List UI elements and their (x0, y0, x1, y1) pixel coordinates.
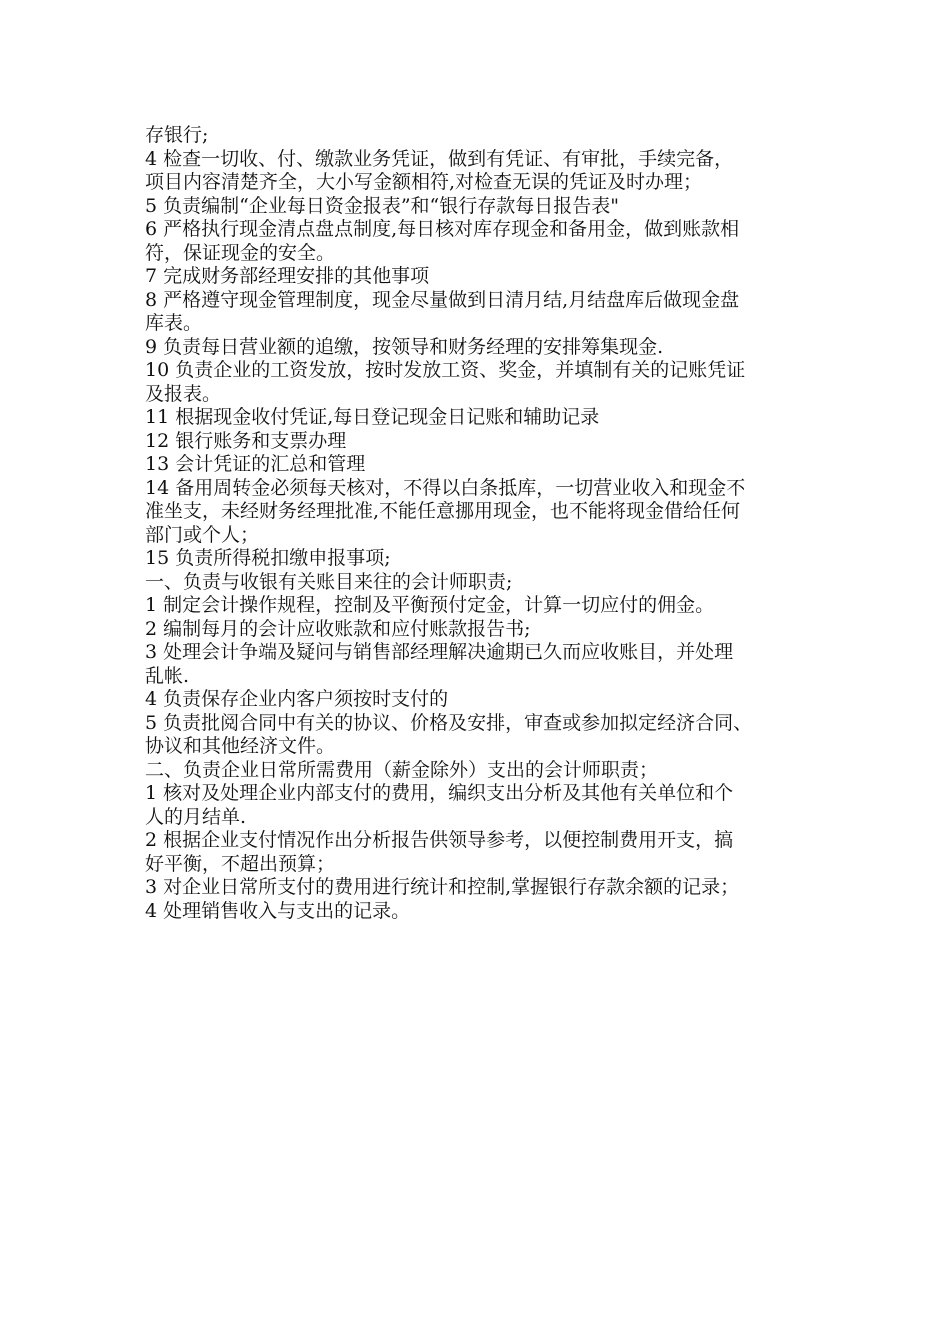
text-line: 好平衡，不超出预算； (145, 852, 336, 875)
text-line: 2 编制每月的会计应收账款和应付账款报告书; (145, 617, 531, 640)
text-line: 协议和其他经济文件。 (145, 735, 336, 757)
text-line: 14 备用周转金必须每天核对，不得以白条抵库，一切营业收入和现金不 (145, 476, 746, 499)
text-line: 库表。 (145, 312, 203, 334)
text-line: 3 处理会计争端及疑问与销售部经理解决逾期已久而应收账目，并处理 (145, 641, 734, 663)
text-line: 1 核对及处理企业内部支付的费用，编织支出分析及其他有关单位和个 (145, 782, 734, 804)
text-line: 项目内容清楚齐全，大小写金额相符,对检查无误的凭证及时办理； (145, 171, 703, 193)
text-line: 符，保证现金的安全。 (145, 241, 336, 264)
text-line: 4 处理销售收入与支出的记录。 (145, 899, 411, 922)
text-line: 9 负责每日营业额的追缴，按领导和财务经理的安排筹集现金. (145, 335, 664, 358)
text-line: 10 负责企业的工资发放，按时发放工资、奖金，并填制有关的记账凭证 (145, 359, 746, 381)
text-line: 一、负责与收银有关账目来往的会计师职责; (145, 570, 513, 593)
text-line: 存银行; (145, 124, 209, 146)
text-line: 人的月结单. (145, 805, 247, 828)
text-line: 1 制定会计操作规程，控制及平衡预付定金，计算一切应付的佣金。 (145, 594, 715, 616)
text-line: 二、负责企业日常所需费用（薪金除外）支出的会计师职责； (145, 758, 659, 781)
text-line: 及报表。 (145, 382, 222, 405)
text-line: 6 严格执行现金清点盘点制度,每日核对库存现金和备用金，做到账款相 (145, 218, 740, 240)
text-line: 5 负责批阅合同中有关的协议、价格及安排，审查或参加拟定经济合同、 (145, 711, 753, 734)
text-line: 4 检查一切收、付、缴款业务凭证，做到有凭证、有审批，手续完备， (145, 147, 734, 170)
text-line: 准坐支，未经财务经理批准,不能任意挪用现金，也不能将现金借给任何 (145, 500, 741, 522)
text-line: 7 完成财务部经理安排的其他事项 (145, 265, 430, 287)
text-line: 15 负责所得税扣缴申报事项; (145, 547, 391, 569)
text-line: 部门或个人； (145, 523, 260, 546)
text-line: 3 对企业日常所支付的费用进行统计和控制,掌握银行存款余额的记录； (145, 876, 740, 898)
text-line: 乱帐. (145, 664, 190, 687)
text-line: 11 根据现金收付凭证,每日登记现金日记账和辅助记录 (145, 406, 600, 428)
text-line: 5 负责编制“企业每日资金报表”和“银行存款每日报告表" (145, 194, 620, 217)
text-line: 4 负责保存企业内客户须按时支付的 (145, 688, 449, 710)
text-line: 8 严格遵守现金管理制度，现金尽量做到日清月结,月结盘库后做现金盘 (145, 288, 740, 311)
document-body (145, 124, 865, 923)
text-line: 2 根据企业支付情况作出分析报告供领导参考，以便控制费用开支，搞 (145, 829, 734, 851)
text-line: 12 银行账务和支票办理 (145, 429, 347, 452)
text-line: 13 会计凭证的汇总和管理 (145, 453, 366, 475)
